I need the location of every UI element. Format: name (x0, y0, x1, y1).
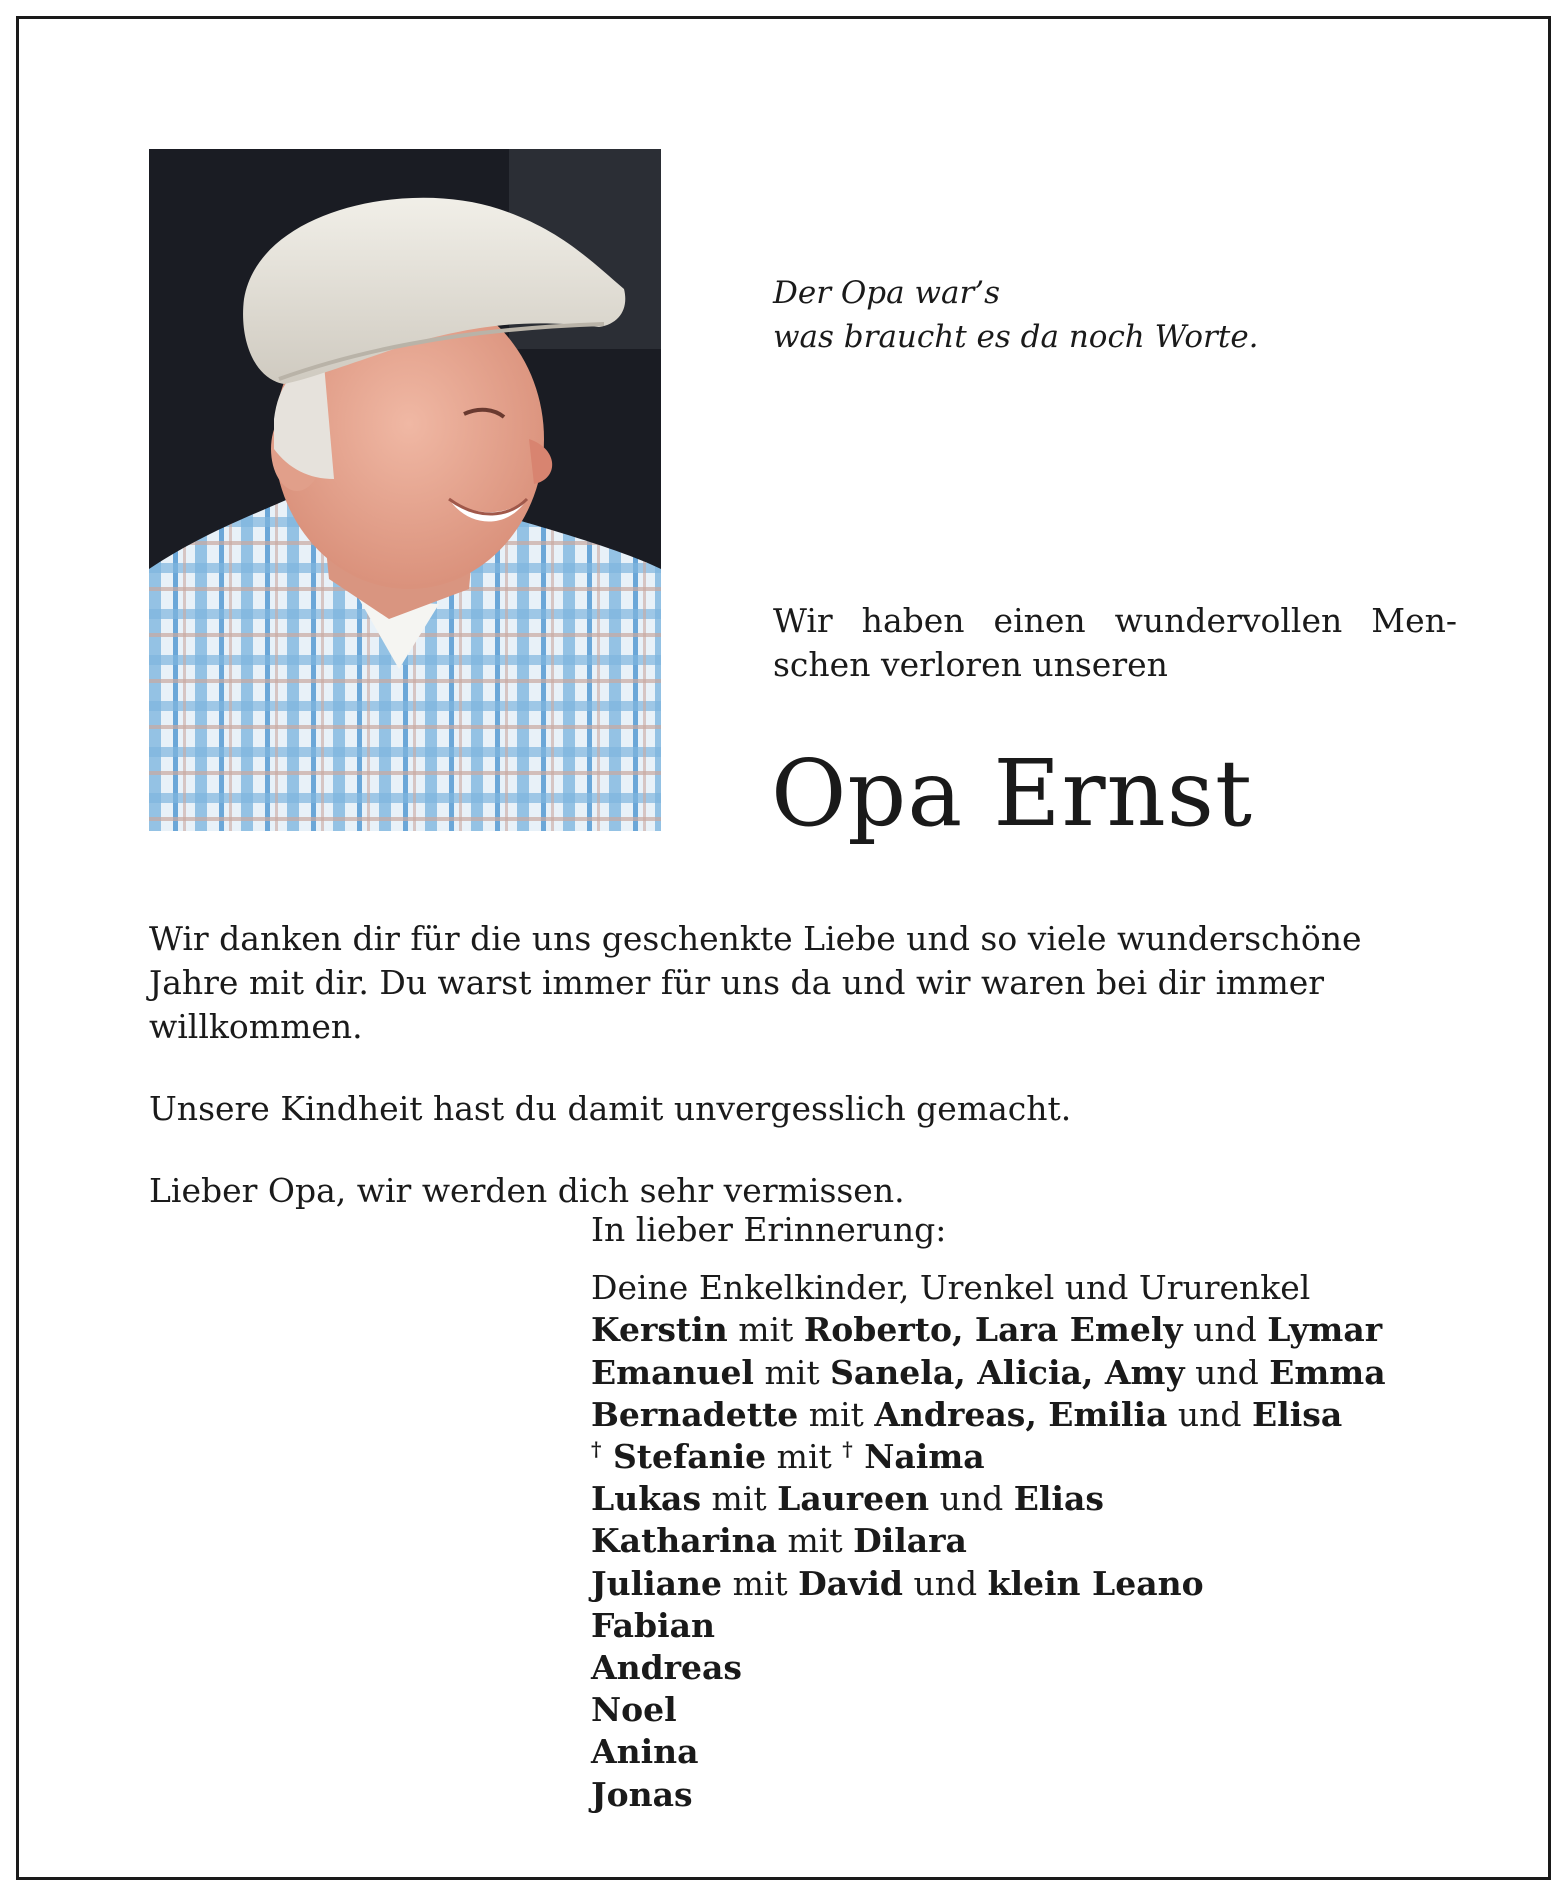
connector-mit: mit (808, 1394, 864, 1434)
family-name: Lymar (1267, 1310, 1383, 1350)
portrait-image (149, 149, 661, 831)
deceased-name: Opa Ernst (771, 740, 1253, 847)
family-name: Lukas (591, 1479, 702, 1519)
signature-row (591, 1309, 1491, 1351)
connector-und: und (939, 1479, 1004, 1519)
family-name: Kerstin (591, 1310, 728, 1350)
body-paragraph-1: Wir danken dir für die uns geschenkte Liebe und so viele wunderschöne Jahre mit dir. Du warst immer für uns da und wir waren bei dir immer willkommen. (149, 919, 1362, 1046)
family-name: Naima (864, 1437, 985, 1477)
body-paragraph-2: Unsere Kindheit hast du damit unvergesslich gemacht. (149, 1089, 1072, 1128)
dagger-icon: † (591, 1437, 602, 1462)
quote-line-1: Der Opa war’s (773, 275, 1001, 311)
quote (773, 271, 1373, 359)
connector-und: und (913, 1563, 978, 1603)
family-name: Katharina (591, 1521, 777, 1561)
connector-mit: mit (711, 1479, 767, 1519)
body-text (149, 917, 1459, 1213)
signature-row (591, 1478, 1491, 1520)
family-name: Andreas, Emilia (874, 1394, 1168, 1434)
connector-und: und (1195, 1352, 1259, 1392)
family-name: Jonas (591, 1774, 693, 1814)
family-name: David (798, 1563, 903, 1603)
family-name: Elisa (1252, 1394, 1343, 1434)
connector-und: und (1193, 1310, 1257, 1350)
family-name: Fabian (591, 1605, 715, 1645)
family-name: Juliane (591, 1563, 723, 1603)
family-name: Laureen (777, 1479, 930, 1519)
obituary-page (16, 16, 1551, 1880)
family-name: Elias (1013, 1479, 1104, 1519)
signature-row (591, 1394, 1491, 1436)
memorial-phrase: In lieber Erinnerung: (591, 1210, 947, 1249)
signature-row (591, 1352, 1491, 1394)
family-name: klein Leano (987, 1563, 1204, 1603)
signature-heading: Deine Enkelkinder, Urenkel und Ururenkel (591, 1268, 1311, 1308)
family-name: Stefanie (612, 1437, 767, 1477)
intro-line-1: Wir haben einen wundervollen Men- (773, 601, 1457, 640)
family-name: Dilara (853, 1521, 967, 1561)
connector-mit: mit (738, 1310, 794, 1350)
signature-block (591, 1209, 1491, 1816)
signature-row (591, 1563, 1491, 1605)
portrait-photo (149, 149, 661, 831)
intro-line-2: schen verloren unseren (773, 645, 1168, 684)
family-name: Anina (591, 1732, 699, 1772)
intro-text (773, 599, 1457, 687)
family-name: Sanela, Alicia, Amy (830, 1352, 1185, 1392)
connector-mit: mit (787, 1521, 843, 1561)
family-name: Roberto, Lara Emely (803, 1310, 1183, 1350)
dagger-icon: † (842, 1437, 853, 1462)
connector-mit: mit (732, 1563, 788, 1603)
family-name: Andreas (591, 1648, 743, 1688)
family-name: Emanuel (591, 1352, 754, 1392)
family-name: Noel (591, 1690, 677, 1730)
family-name: Emma (1269, 1352, 1386, 1392)
quote-line-2: was braucht es da noch Worte. (773, 319, 1259, 355)
connector-und: und (1177, 1394, 1242, 1434)
connector-mit: mit (764, 1352, 820, 1392)
signature-row (591, 1520, 1491, 1562)
signature-row (591, 1436, 1491, 1478)
body-paragraph-3: Lieber Opa, wir werden dich sehr vermissen. (149, 1171, 905, 1210)
family-name: Bernadette (591, 1394, 799, 1434)
connector-mit: mit (776, 1437, 832, 1477)
